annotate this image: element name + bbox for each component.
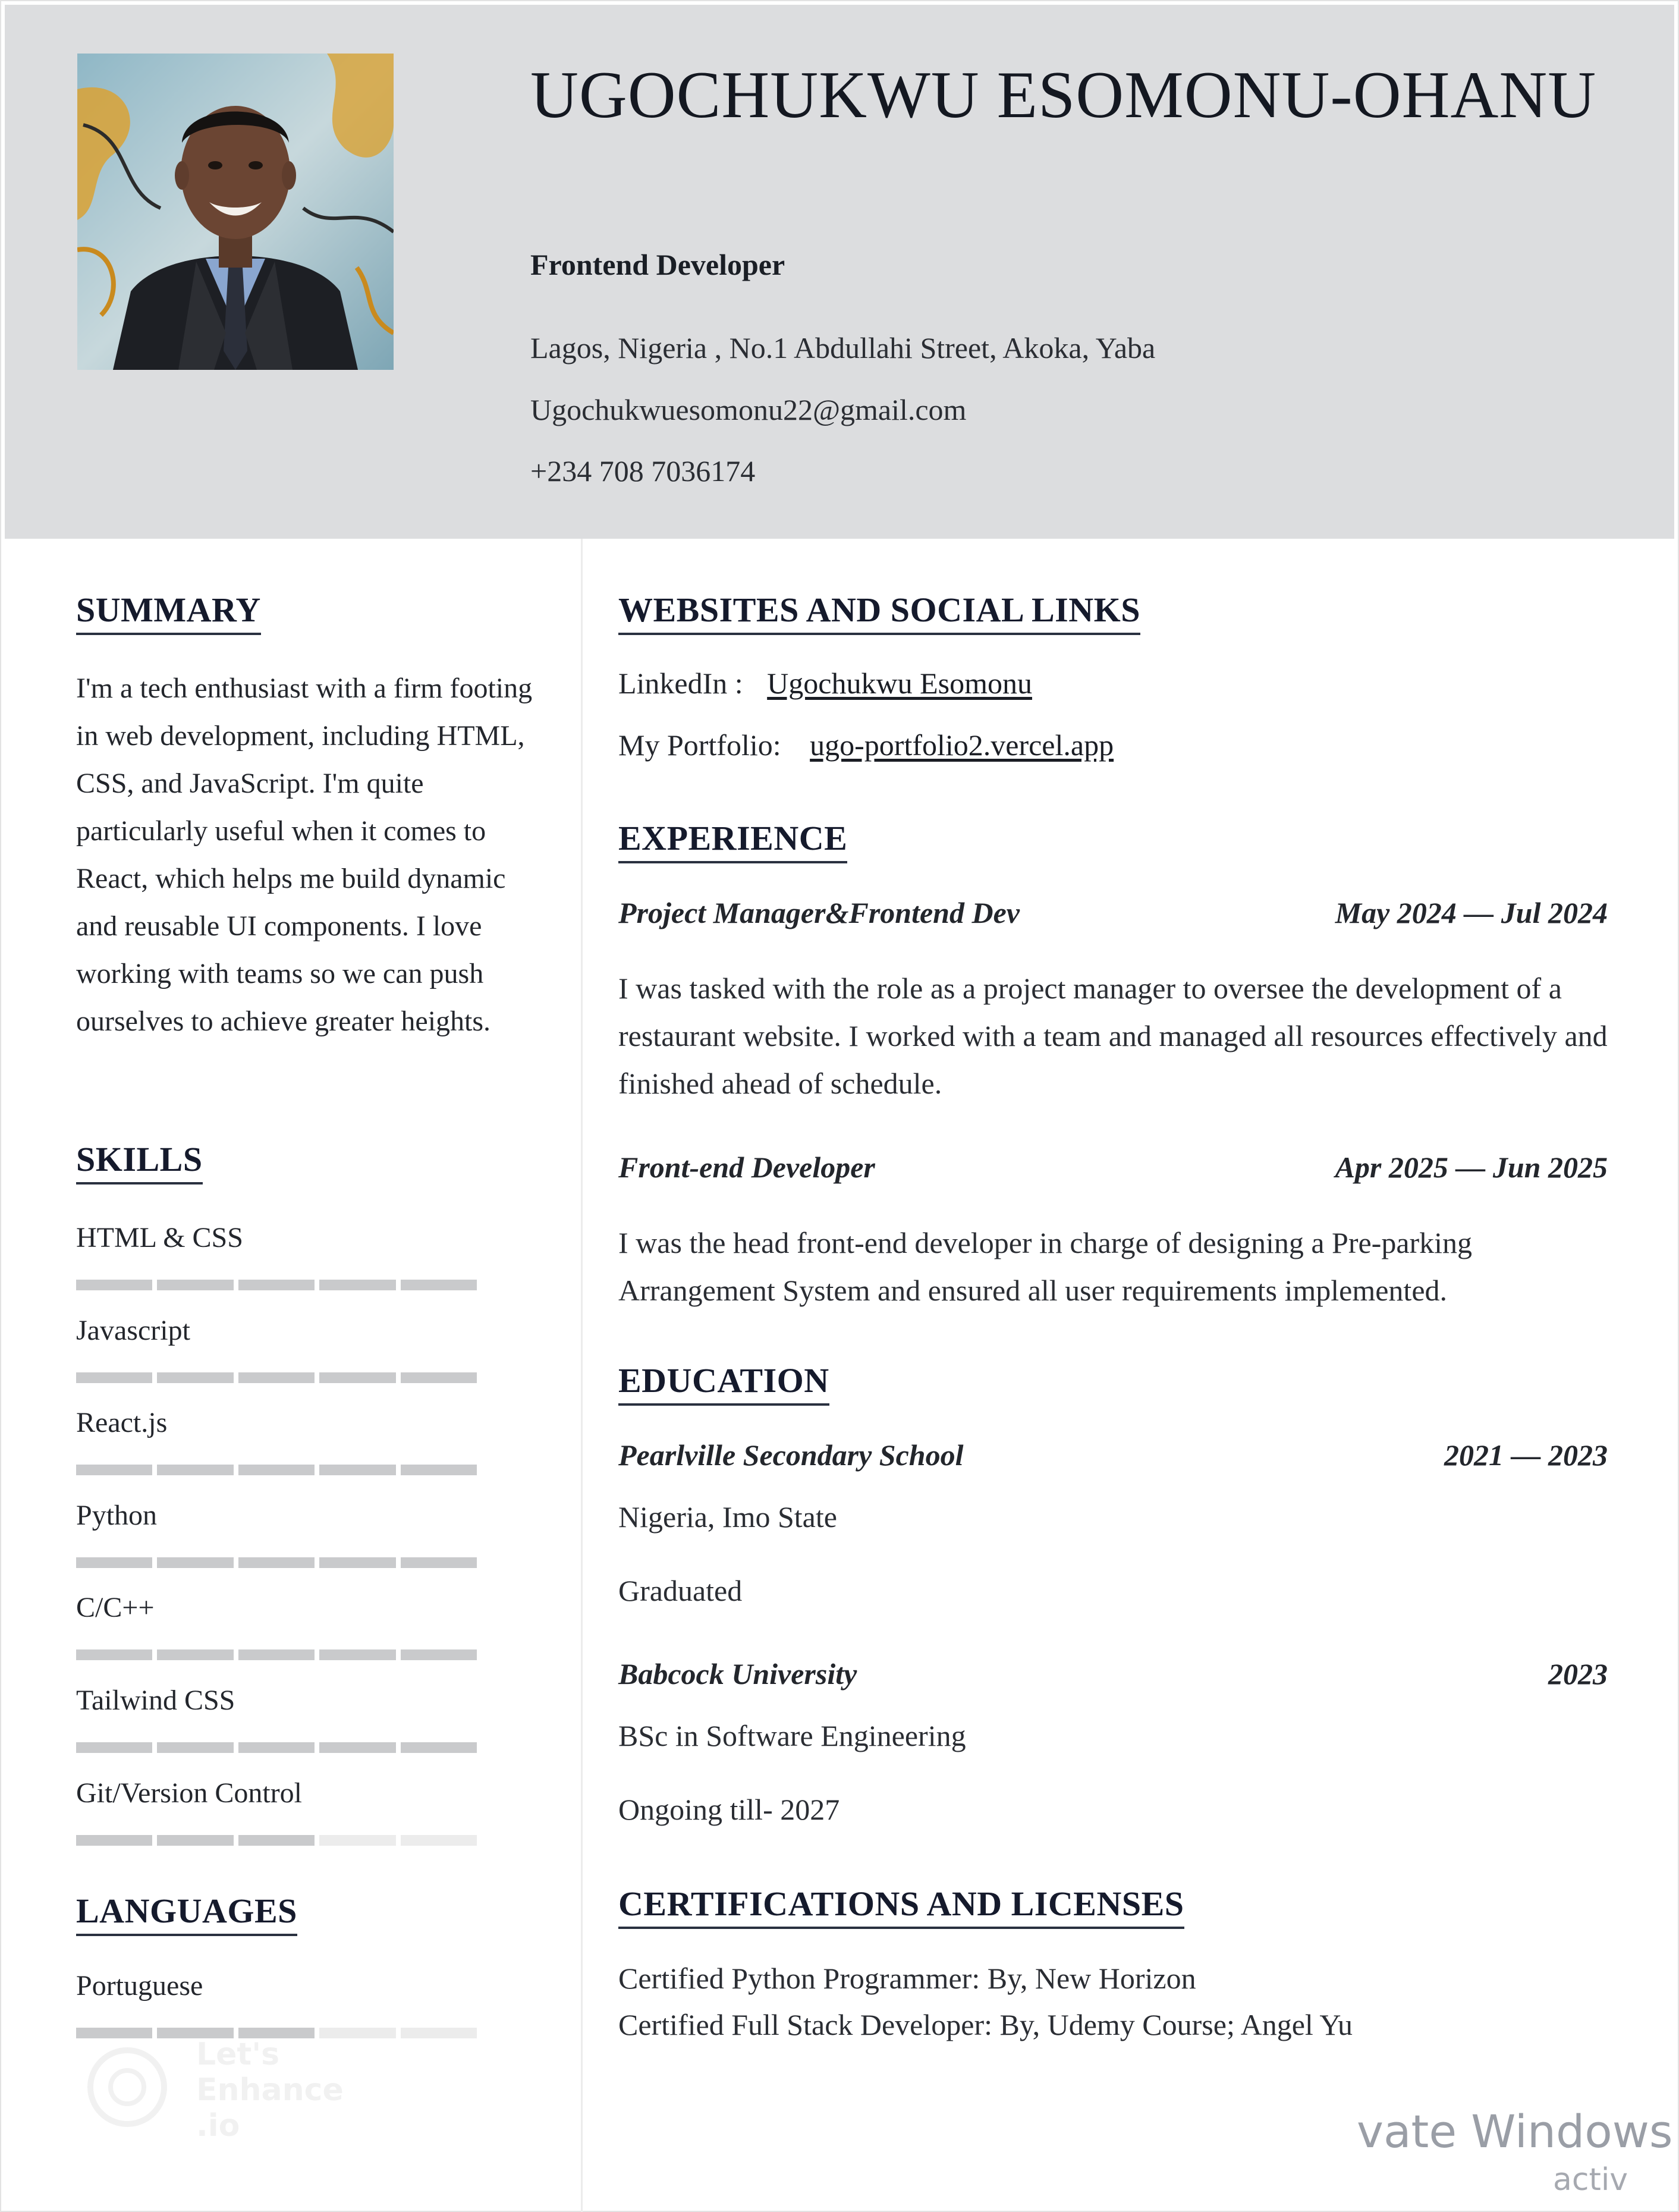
skill-level-segment [238, 1649, 315, 1660]
education-dates: 2023 [1548, 1657, 1608, 1691]
skill-level-bar [76, 1280, 477, 1290]
skill-item [76, 1313, 477, 1349]
portfolio-row [618, 728, 1114, 762]
certifications-heading: CERTIFICATIONS AND LICENSES [618, 1884, 1184, 1929]
skill-level-segment [157, 1835, 233, 1846]
skill-level-segment [401, 1465, 477, 1475]
links-heading: WEBSITES AND SOCIAL LINKS [618, 590, 1140, 635]
experience-dates: Apr 2025 — Jun 2025 [1335, 1151, 1608, 1184]
skill-name: Javascript [76, 1314, 190, 1346]
skill-level-segment [238, 1557, 315, 1568]
education-detail: BSc in Software Engineering [618, 1719, 966, 1752]
skill-level-segment [238, 1372, 315, 1383]
education-school: Pearlville Secondary School [618, 1438, 964, 1472]
linkedin-label: LinkedIn : [618, 667, 743, 700]
skill-level-segment [238, 1835, 315, 1846]
certification-item: Certified Python Programmer: By, New Horizon [618, 1962, 1196, 1995]
language-level-segment [401, 2028, 477, 2038]
lets-enhance-watermark [86, 2028, 347, 2147]
skill-item [76, 1590, 477, 1626]
skill-level-segment [76, 1835, 152, 1846]
skill-level-segment [157, 1280, 233, 1290]
skill-level-bar [76, 1742, 477, 1753]
skill-level-segment [76, 1649, 152, 1660]
skill-level-segment [76, 1742, 152, 1753]
linkedin-row [618, 666, 1032, 700]
language-item [76, 1968, 477, 2004]
activate-windows-subtext: activ [1553, 2162, 1628, 2198]
skill-item [76, 1498, 477, 1534]
skill-level-segment [401, 1742, 477, 1753]
education-heading: EDUCATION [618, 1360, 829, 1406]
contact-address: Lagos, Nigeria , No.1 Abdullahi Street, Akoka, Yaba [530, 331, 1156, 365]
skill-level-segment [319, 1649, 395, 1660]
skill-level-bar [76, 1835, 477, 1846]
education-status: Graduated [618, 1574, 743, 1607]
skill-name: HTML & CSS [76, 1222, 243, 1253]
skill-level-segment [157, 1557, 233, 1568]
certification-item: Certified Full Stack Developer: By, Udemy Course; Angel Yu [618, 2008, 1353, 2041]
profile-photo [77, 54, 394, 370]
activate-windows-watermark: vate Windows [1357, 2105, 1673, 2158]
skill-name: React.js [76, 1407, 168, 1439]
skill-level-segment [76, 1372, 152, 1383]
skill-level-segment [157, 1372, 233, 1383]
skill-level-segment [157, 1649, 233, 1660]
contact-phone[interactable]: +234 708 7036174 [530, 454, 756, 488]
enhance-line-2: Enhance [196, 2072, 344, 2108]
skill-level-segment [401, 1649, 477, 1660]
languages-heading: LANGUAGES [76, 1891, 297, 1936]
skill-name: Git/Version Control [76, 1777, 302, 1809]
skill-item [76, 1220, 477, 1256]
enhance-line-3: .io [196, 2108, 240, 2144]
skill-level-segment [238, 1465, 315, 1475]
skill-level-bar [76, 1649, 477, 1660]
skill-level-segment [157, 1742, 233, 1753]
portfolio-label: My Portfolio: [618, 728, 781, 762]
contact-email[interactable]: Ugochukwuesomonu22@gmail.com [530, 393, 967, 426]
resume-header [5, 5, 1674, 539]
experience-description: I was the head front-end developer in charge of designing a Pre-parking Arrangement System and ensured all user requirements implemented. [618, 1226, 1473, 1307]
education-detail: Nigeria, Imo State [618, 1500, 837, 1534]
experience-heading: EXPERIENCE [618, 818, 847, 863]
skill-level-bar [76, 1372, 477, 1383]
job-title: Frontend Developer [530, 248, 785, 281]
skill-level-segment [238, 1280, 315, 1290]
skill-level-segment [319, 1742, 395, 1753]
skill-level-segment [319, 1372, 395, 1383]
skills-heading: SKILLS [76, 1139, 203, 1184]
education-school: Babcock University [618, 1657, 857, 1691]
linkedin-link[interactable]: Ugochukwu Esomonu [767, 667, 1032, 700]
experience-title: Project Manager&Frontend Dev [618, 896, 1020, 929]
skill-level-segment [319, 1465, 395, 1475]
experience-title: Front-end Developer [618, 1151, 875, 1184]
portfolio-link[interactable]: ugo-portfolio2.vercel.app [810, 728, 1114, 762]
skill-level-bar [76, 1465, 477, 1475]
experience-dates: May 2024 — Jul 2024 [1335, 896, 1608, 929]
skill-level-segment [238, 1742, 315, 1753]
skill-level-segment [76, 1465, 152, 1475]
skill-level-segment [157, 1465, 233, 1475]
candidate-name: UGOCHUKWU ESOMONU-OHANU [530, 58, 1597, 132]
skill-level-segment [76, 1557, 152, 1568]
enhance-line-1: Let's [196, 2037, 280, 2072]
education-dates: 2021 — 2023 [1444, 1438, 1608, 1472]
skill-level-segment [401, 1557, 477, 1568]
skill-level-segment [401, 1280, 477, 1290]
skill-level-segment [319, 1280, 395, 1290]
skill-level-segment [401, 1372, 477, 1383]
skill-item [76, 1683, 477, 1718]
column-divider [581, 539, 583, 2212]
skill-level-bar [76, 1557, 477, 1568]
experience-description: I was tasked with the role as a project manager to oversee the development of a restaurant website. I worked with a team and managed all resources effectively and finished ahead of schedule. [618, 972, 1608, 1100]
skill-level-segment [76, 1280, 152, 1290]
skill-item [76, 1405, 477, 1441]
summary-text: I'm a tech enthusiast with a firm footing in web development, including HTML, CSS, and JavaScript. I'm quite particularly useful when it comes to React, which helps me build dynamic and reusable UI components. I love working with teams so we can push ourselves to achieve greater heights. [76, 673, 533, 1037]
skill-name: C/C++ [76, 1592, 155, 1624]
summary-heading: SUMMARY [76, 590, 261, 635]
skill-item [76, 1776, 477, 1811]
education-status: Ongoing till- 2027 [618, 1793, 840, 1826]
skill-name: Tailwind CSS [76, 1685, 235, 1716]
skill-name: Python [76, 1499, 158, 1531]
skill-level-segment [319, 1557, 395, 1568]
language-name: Portuguese [76, 1970, 203, 2002]
skill-level-segment [319, 1835, 395, 1846]
skill-level-segment [401, 1835, 477, 1846]
